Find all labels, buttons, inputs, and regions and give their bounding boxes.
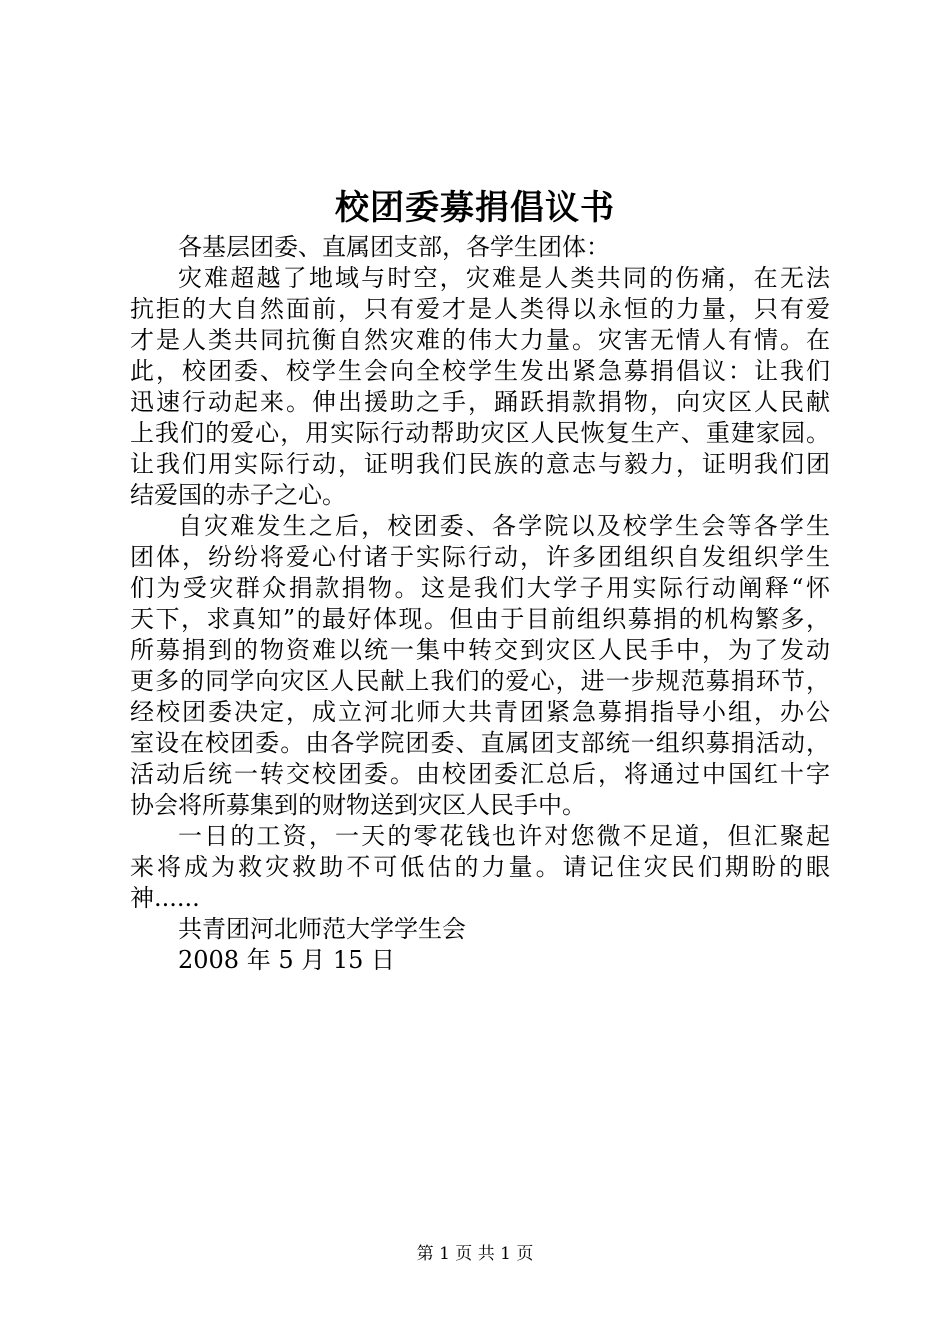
page-title: 校团委募捐倡议书: [335, 188, 615, 228]
text-line: 自灾难发生之后，校团委、各学院以及校学生会等各学生: [178, 512, 830, 540]
text-line: 结爱国的赤子之心。: [130, 481, 346, 509]
text-line: 们为受灾群众捐款捐物。这是我们大学子用实际行动阐释“怀: [130, 574, 830, 602]
text-line: 团体，纷纷将爱心付诸于实际行动，许多团组织自发组织学生: [130, 543, 830, 571]
text-line: 协会将所募集到的财物送到灾区人民手中。: [130, 791, 586, 819]
text-line: 共青团河北师范大学学生会: [178, 915, 466, 943]
text-line: 迅速行动起来。伸出援助之手，踊跃捐款捐物，向灾区人民献: [130, 388, 830, 416]
text-line: 各基层团委、直属团支部，各学生团体：: [178, 233, 610, 261]
page-footer: 第 1 页 共 1 页: [416, 1244, 534, 1264]
text-line: 室设在校团委。由各学院团委、直属团支部统一组织募捐活动，: [130, 729, 830, 757]
text-line: 神......: [130, 884, 200, 912]
text-line: 来将成为救灾救助不可低估的力量。请记住灾民们期盼的眼: [130, 853, 830, 881]
text-line: 才是人类共同抗衡自然灾难的伟大力量。灾害无情人有情。在: [130, 326, 830, 354]
text-line: 所募捐到的物资难以统一集中转交到灾区人民手中，为了发动: [130, 636, 830, 664]
text-line: 更多的同学向灾区人民献上我们的爱心，进一步规范募捐环节，: [130, 667, 830, 695]
text-line: 天下，求真知”的最好体现。但由于目前组织募捐的机构繁多，: [130, 605, 830, 633]
document-body: [130, 232, 830, 976]
text-line: 抗拒的大自然面前，只有爱才是人类得以永恒的力量，只有爱: [130, 295, 830, 323]
text-line: 一日的工资，一天的零花钱也许对您微不足道，但汇聚起: [178, 822, 830, 850]
text-line: 上我们的爱心，用实际行动帮助灾区人民恢复生产、重建家园。: [130, 419, 830, 447]
text-line: 让我们用实际行动，证明我们民族的意志与毅力，证明我们团: [130, 450, 830, 478]
text-line: 此，校团委、校学生会向全校学生发出紧急募捐倡议：让我们: [130, 357, 830, 385]
text-line: 活动后统一转交校团委。由校团委汇总后，将通过中国红十字: [130, 760, 830, 788]
text-line: 2008 年 5 月 15 日: [178, 946, 396, 974]
text-line: 经校团委决定，成立河北师大共青团紧急募捐指导小组，办公: [130, 698, 830, 726]
text-line: 灾难超越了地域与时空，灾难是人类共同的伤痛，在无法: [178, 264, 830, 292]
